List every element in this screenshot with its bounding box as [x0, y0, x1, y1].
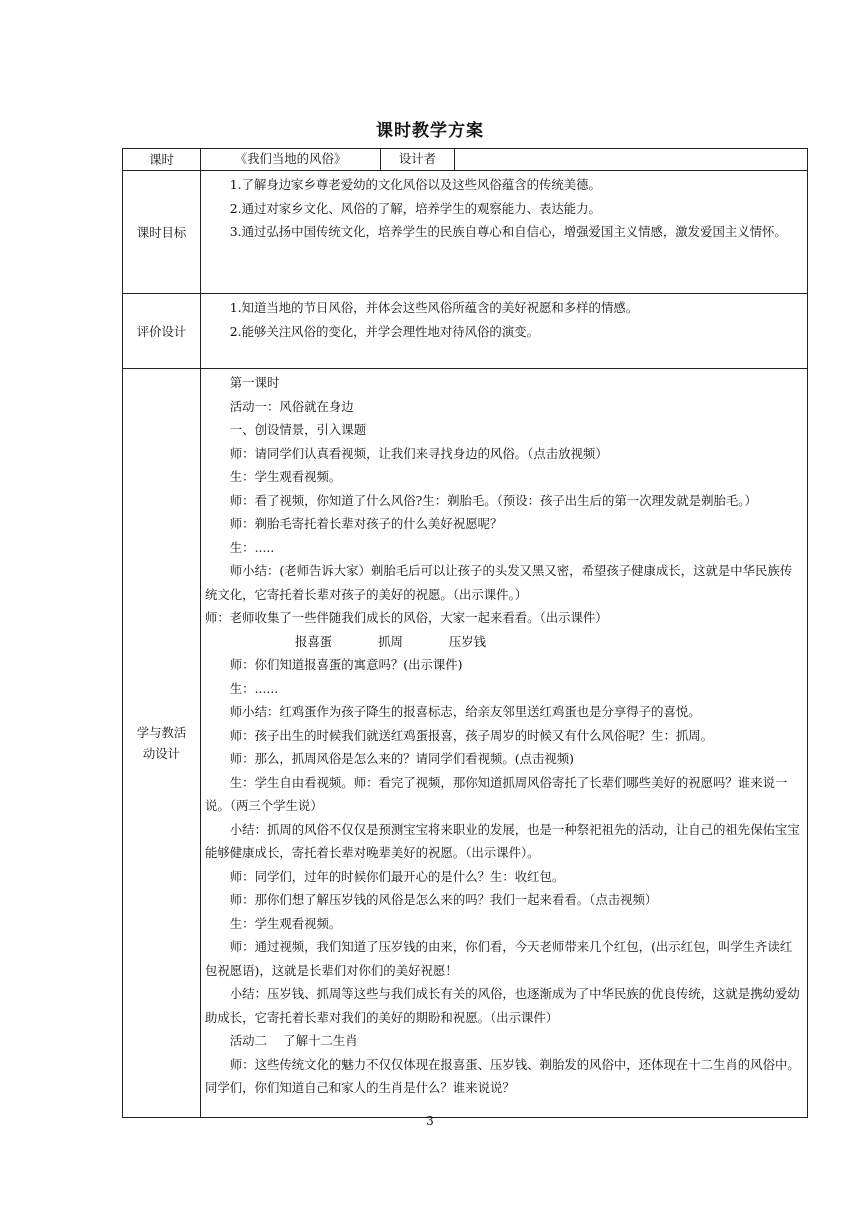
- activity-line: 小结：抓周的风俗不仅仅是预测宝宝将来职业的发展，也是一种祭祀祖先的活动，让自己的祖先保佑宝宝能够健康成长，寄托着长辈对晚辈美好的祝愿。（出示课件）。: [205, 821, 800, 860]
- lesson-plan-table: [122, 148, 808, 1118]
- activity-line: 活动一：风俗就在身边: [229, 398, 354, 414]
- activity-line: 师：那你们想了解压岁钱的风俗是怎么来的吗？我们一起来看看。（点击视频）: [229, 892, 658, 907]
- evaluation-item: 1.知道当地的节日风俗，并体会这些风俗所蕴含的美好祝愿和多样的情感。: [229, 300, 639, 315]
- activity-line: 生：学生观看视频。: [229, 469, 342, 484]
- activities-label-line1: 学与教活: [136, 725, 187, 740]
- page-number: 3: [426, 1114, 434, 1128]
- activities-content: [201, 369, 808, 1118]
- evaluation-item: 2.能够关注风俗的变化，并学会理性地对待风俗的演变。: [229, 323, 539, 339]
- header-row: [123, 149, 808, 171]
- activity-line: 师：请同学们认真看视频，让我们来寻找身边的风俗。（点击放视频）: [229, 445, 608, 461]
- evaluation-label: 评价设计: [123, 294, 201, 369]
- activity-line: 师：看了视频，你知道了什么风俗?生：剃胎毛。（预设：孩子出生后的第一次理发就是剃胎毛。）: [229, 492, 757, 508]
- activity-line: 师：那么，抓周风俗是怎么来的？请同学们看视频。(点击视频): [229, 751, 575, 766]
- activity-line: 师：剃胎毛寄托着长辈对孩子的什么美好祝愿呢？: [229, 516, 503, 531]
- activity-line: 师：这些传统文化的魅力不仅仅体现在报喜蛋、压岁钱、剃胎发的风俗中，还体现在十二生肖的风俗中。同学们，你们知道自己和家人的生肖是什么？谁来说说？: [205, 1056, 800, 1095]
- activity-line: 师：老师收集了一些伴随我们成长的风俗，大家一起来看看。（出示课件）: [205, 610, 608, 625]
- activity-line: 第一课时: [229, 375, 280, 390]
- objective-item: 2.通过对家乡文化、风俗的了解，培养学生的观察能力、表达能力。: [229, 200, 601, 216]
- custom-item: 报喜蛋: [295, 633, 333, 649]
- activity-line: 师：同学们，过年的时候你们最开心的是什么？生：收红包。: [229, 868, 565, 884]
- custom-item: 压岁钱: [448, 633, 487, 649]
- objective-item: 1.了解身边家乡尊老爱幼的文化风俗以及这些风俗蕴含的传统美德。: [229, 177, 601, 192]
- activity-line: 生：.....: [229, 539, 275, 555]
- activities-label: [123, 369, 201, 1118]
- activities-row: [123, 369, 808, 1118]
- activity-line: 小结：压岁钱、抓周等这些与我们成长有关的风俗，也逐渐成为了中华民族的优良传统，这就是携幼爱幼助成长，它寄托着长辈对我们的美好的期盼和祝愿。（出示课件）: [205, 986, 800, 1025]
- evaluation-content: [201, 294, 808, 369]
- activity-line: 一、创设情景，引入课题: [229, 422, 367, 437]
- page-title: 课时教学方案: [376, 121, 484, 141]
- objective-item: 3.通过弘扬中国传统文化，培养学生的民族自尊心和自信心，增强爱国主义情感，激发爱国主义情怀。: [229, 224, 787, 239]
- activity-line: 师小结：(老师告诉大家）剃胎毛后可以让孩子的头发又黑又密，希望孩子健康成长，这就是中华民族传统文化，它寄托着长辈对孩子的美好的祝愿。（出示课件。）: [205, 563, 793, 602]
- activity-line: 师：通过视频，我们知道了压岁钱的由来，你们看，今天老师带来几个红包，(出示红包，叫学生齐读红包祝愿语)，这就是长辈们对你们的美好祝愿！: [205, 939, 793, 978]
- evaluation-row: [123, 294, 808, 369]
- objectives-content: [201, 171, 808, 294]
- activity-line: 师：孩子出生的时候我们就送红鸡蛋报喜，孩子周岁的时候又有什么风俗呢？生：抓周。: [229, 727, 714, 743]
- activities-label-line2: 动设计: [142, 746, 181, 761]
- objectives-row: [123, 171, 808, 294]
- activity-line: 生：学生自由看视频。师：看完了视频，那你知道抓周风俗寄托了长辈们哪些美好的祝愿吗？谁来说一说。（两三个学生说）: [205, 774, 788, 813]
- activity-line: 生：学生观看视频。: [229, 915, 342, 931]
- activity-line: 生：......: [229, 680, 279, 696]
- activity-line: 活动二 了解十二生肖: [229, 1033, 358, 1048]
- custom-item: 抓周: [378, 633, 403, 649]
- designer-value: [455, 149, 808, 171]
- customs-list: [205, 630, 803, 654]
- designer-label: 设计者: [381, 149, 455, 171]
- activity-line: 师小结：红鸡蛋作为孩子降生的报喜标志，给亲友邻里送红鸡蛋也是分享得子的喜悦。: [229, 704, 701, 719]
- objectives-label: 课时目标: [123, 171, 201, 294]
- lesson-name: 《我们当地的风俗》: [201, 149, 381, 171]
- activity-line: 师：你们知道报喜蛋的寓意吗？(出示课件): [229, 657, 463, 672]
- course-label: 课时: [123, 149, 201, 171]
